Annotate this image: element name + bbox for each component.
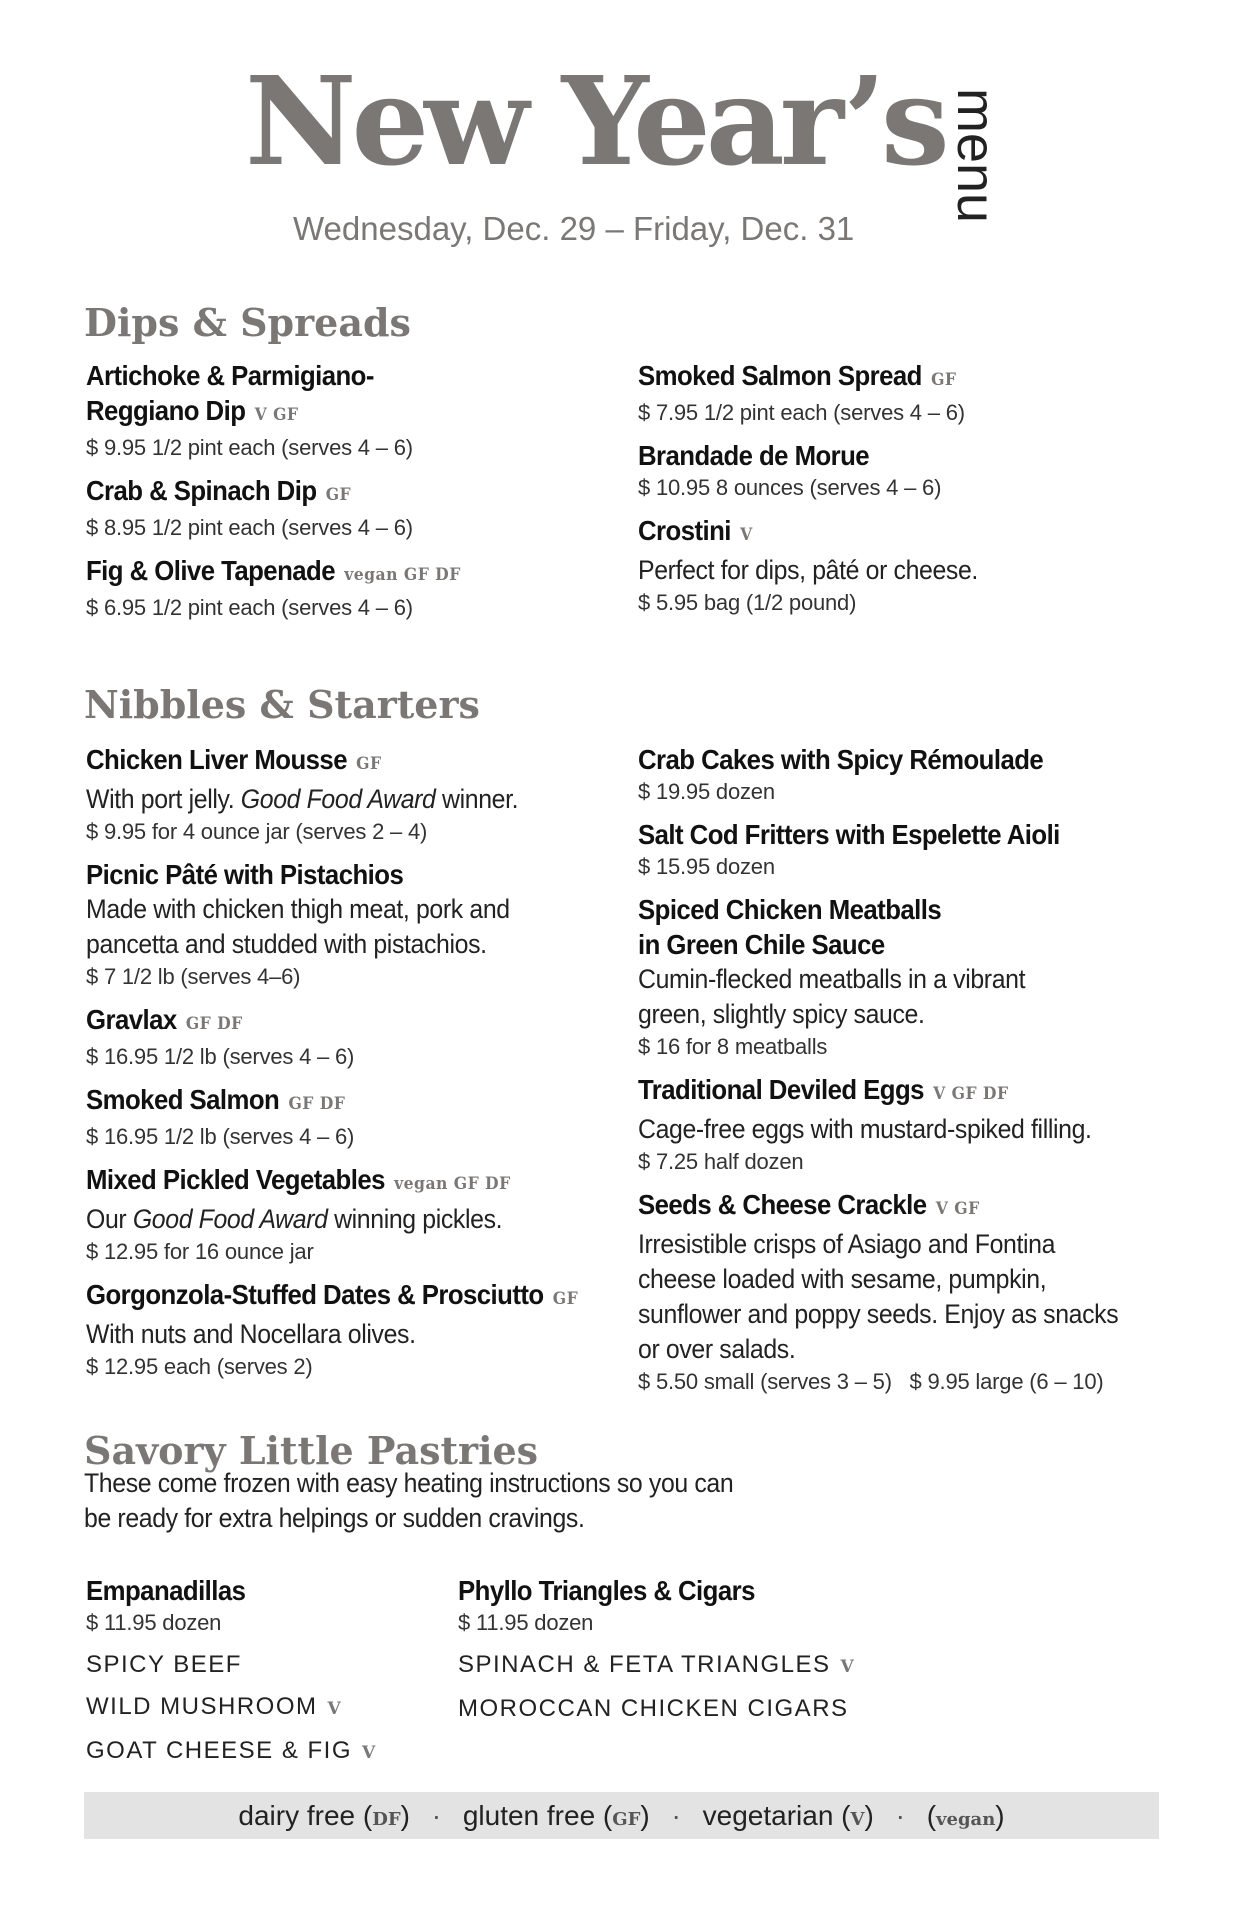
diet-tags: GF DF bbox=[288, 1094, 346, 1114]
item-name: Mixed Pickled Vegetables bbox=[86, 1164, 385, 1195]
item-price: $ 11.95 dozen bbox=[86, 1610, 222, 1635]
diet-tags: GF bbox=[356, 754, 382, 774]
menu-item bbox=[638, 438, 1158, 503]
menu-item bbox=[86, 1002, 606, 1072]
item-price: $ 9.95 1/2 pint each (serves 4 – 6) bbox=[86, 435, 413, 460]
menu-item bbox=[86, 473, 606, 543]
date-range: Wednesday, Dec. 29 – Friday, Dec. 31 bbox=[293, 210, 855, 247]
diet-tags: GF DF bbox=[185, 1014, 243, 1034]
diet-tags: GF bbox=[325, 485, 352, 505]
diet-tags: V GF DF bbox=[933, 1084, 1009, 1104]
menu-item bbox=[638, 817, 1158, 882]
item-price: $ 11.95 dozen bbox=[458, 1610, 594, 1635]
nibbles-column-right bbox=[638, 742, 1158, 1407]
menu-item bbox=[638, 513, 1158, 618]
diet-tags: GF bbox=[552, 1289, 579, 1309]
item-description: Perfect for dips, pâté or cheese. bbox=[638, 555, 978, 585]
diet-tags: vegan GF DF bbox=[394, 1174, 511, 1194]
item-name: Seeds & Cheese Crackle bbox=[638, 1189, 927, 1220]
pastry-group-phyllo bbox=[458, 1573, 858, 1730]
item-name: Gravlax bbox=[86, 1004, 177, 1035]
item-price: $ 8.95 1/2 pint each (serves 4 – 6) bbox=[86, 515, 413, 540]
item-name: Gorgonzola-Stuffed Dates & Prosciutto bbox=[86, 1279, 544, 1310]
menu-item bbox=[86, 1277, 606, 1382]
dips-column-left bbox=[86, 358, 606, 633]
item-price: $ 12.95 for 16 ounce jar bbox=[86, 1239, 314, 1264]
menu-item bbox=[638, 1187, 1158, 1397]
diet-tags: V bbox=[327, 1699, 342, 1719]
menu-item bbox=[638, 892, 1158, 1062]
item-name: Traditional Deviled Eggs bbox=[638, 1074, 924, 1105]
diet-tags: V GF bbox=[935, 1199, 980, 1219]
menu-item bbox=[86, 358, 606, 463]
flavor-item: GOAT CHEESE & FIG V bbox=[86, 1737, 376, 1764]
item-description: Cumin-flecked meatballs in a vibrant green, slightly spicy sauce. bbox=[638, 964, 1026, 1029]
flavor-item: WILD MUSHROOM V bbox=[86, 1693, 342, 1720]
item-name: Empanadillas bbox=[86, 1575, 246, 1606]
item-name: Artichoke & Parmigiano-Reggiano Dip bbox=[86, 360, 374, 426]
section-title-dips: Dips & Spreads bbox=[84, 300, 411, 345]
item-description: Made with chicken thigh meat, pork and pancetta and studded with pistachios. bbox=[86, 894, 510, 959]
section-title-nibbles: Nibbles & Starters bbox=[84, 682, 480, 727]
item-name: Brandade de Morue bbox=[638, 440, 870, 471]
item-price: $ 12.95 each (serves 2) bbox=[86, 1354, 313, 1379]
item-price: $ 9.95 for 4 ounce jar (serves 2 – 4) bbox=[86, 819, 428, 844]
pastry-group-empanadillas bbox=[86, 1573, 416, 1774]
menu-item bbox=[638, 742, 1158, 807]
item-price: $ 16.95 1/2 lb (serves 4 – 6) bbox=[86, 1044, 355, 1069]
menu-item bbox=[638, 358, 1158, 428]
nibbles-column-left bbox=[86, 742, 606, 1392]
flavor-item: SPINACH & FETA TRIANGLES V bbox=[458, 1651, 855, 1678]
item-price: $ 6.95 1/2 pint each (serves 4 – 6) bbox=[86, 595, 413, 620]
item-description: Our Good Food Award winning pickles. bbox=[86, 1204, 503, 1234]
item-description: Irresistible crisps of Asiago and Fontina cheese loaded with sesame, pumpkin, sunflower and poppy seeds. Enjoy as snacks or over salads. bbox=[638, 1229, 1119, 1364]
item-description: With nuts and Nocellara olives. bbox=[86, 1319, 416, 1349]
menu-item bbox=[86, 857, 606, 992]
item-name: Smoked Salmon bbox=[86, 1084, 280, 1115]
item-name: Fig & Olive Tapenade bbox=[86, 555, 336, 586]
item-price: $ 16.95 1/2 lb (serves 4 – 6) bbox=[86, 1124, 355, 1149]
menu-item bbox=[86, 553, 606, 623]
diet-tags: V bbox=[840, 1657, 855, 1677]
item-name: Chicken Liver Mousse bbox=[86, 744, 347, 775]
menu-item bbox=[86, 1162, 606, 1267]
section-title-pastries: Savory Little Pastries bbox=[84, 1428, 539, 1473]
flavor-item: SPICY BEEF bbox=[86, 1651, 242, 1678]
item-price: $ 7 1/2 lb (serves 4–6) bbox=[86, 964, 301, 989]
pastries-intro: These come frozen with easy heating instructions so you can be ready for extra helpings or sudden cravings. bbox=[84, 1468, 734, 1533]
item-name: Spiced Chicken Meatballs in Green Chile Sauce bbox=[638, 894, 942, 960]
item-description: With port jelly. Good Food Award winner. bbox=[86, 784, 519, 814]
diet-tags: V bbox=[362, 1743, 376, 1763]
diet-tags: V bbox=[740, 525, 753, 545]
diet-tags: GF bbox=[931, 370, 957, 390]
item-price: $ 19.95 dozen bbox=[638, 779, 775, 804]
menu-item bbox=[638, 1072, 1158, 1177]
item-name: Phyllo Triangles & Cigars bbox=[458, 1575, 755, 1606]
item-name: Crostini bbox=[638, 515, 731, 546]
menu-item bbox=[86, 742, 606, 847]
item-price: $ 7.95 1/2 pint each (serves 4 – 6) bbox=[638, 400, 965, 425]
diet-tags: V GF bbox=[254, 405, 299, 425]
item-price: $ 5.95 bag (1/2 pound) bbox=[638, 590, 857, 615]
item-price: $ 7.25 half dozen bbox=[638, 1149, 804, 1174]
dips-column-right bbox=[638, 358, 1158, 628]
item-name: Crab Cakes with Spicy Rémoulade bbox=[638, 744, 1044, 775]
item-price: $ 16 for 8 meatballs bbox=[638, 1034, 828, 1059]
diet-tags: vegan GF DF bbox=[344, 565, 461, 585]
item-price: $ 5.50 small (serves 3 – 5) $ 9.95 large (6 – 10) bbox=[638, 1369, 1104, 1394]
flavor-item: MOROCCAN CHICKEN CIGARS bbox=[458, 1695, 849, 1722]
item-name: Smoked Salmon Spread bbox=[638, 360, 922, 391]
menu-item bbox=[86, 1082, 606, 1152]
page-title: New Year’s bbox=[245, 49, 945, 193]
item-price: $ 10.95 8 ounces (serves 4 – 6) bbox=[638, 475, 942, 500]
item-name: Crab & Spinach Dip bbox=[86, 475, 317, 506]
item-name: Salt Cod Fritters with Espelette Aioli bbox=[638, 819, 1060, 850]
dietary-legend: dairy free (DF) · gluten free (GF) · vegetarian (V) · (vegan) bbox=[84, 1792, 1159, 1839]
menu-side-label: menu bbox=[946, 88, 1006, 224]
item-name: Picnic Pâté with Pistachios bbox=[86, 859, 404, 890]
item-description: Cage-free eggs with mustard-spiked filling. bbox=[638, 1114, 1092, 1144]
item-price: $ 15.95 dozen bbox=[638, 854, 775, 879]
